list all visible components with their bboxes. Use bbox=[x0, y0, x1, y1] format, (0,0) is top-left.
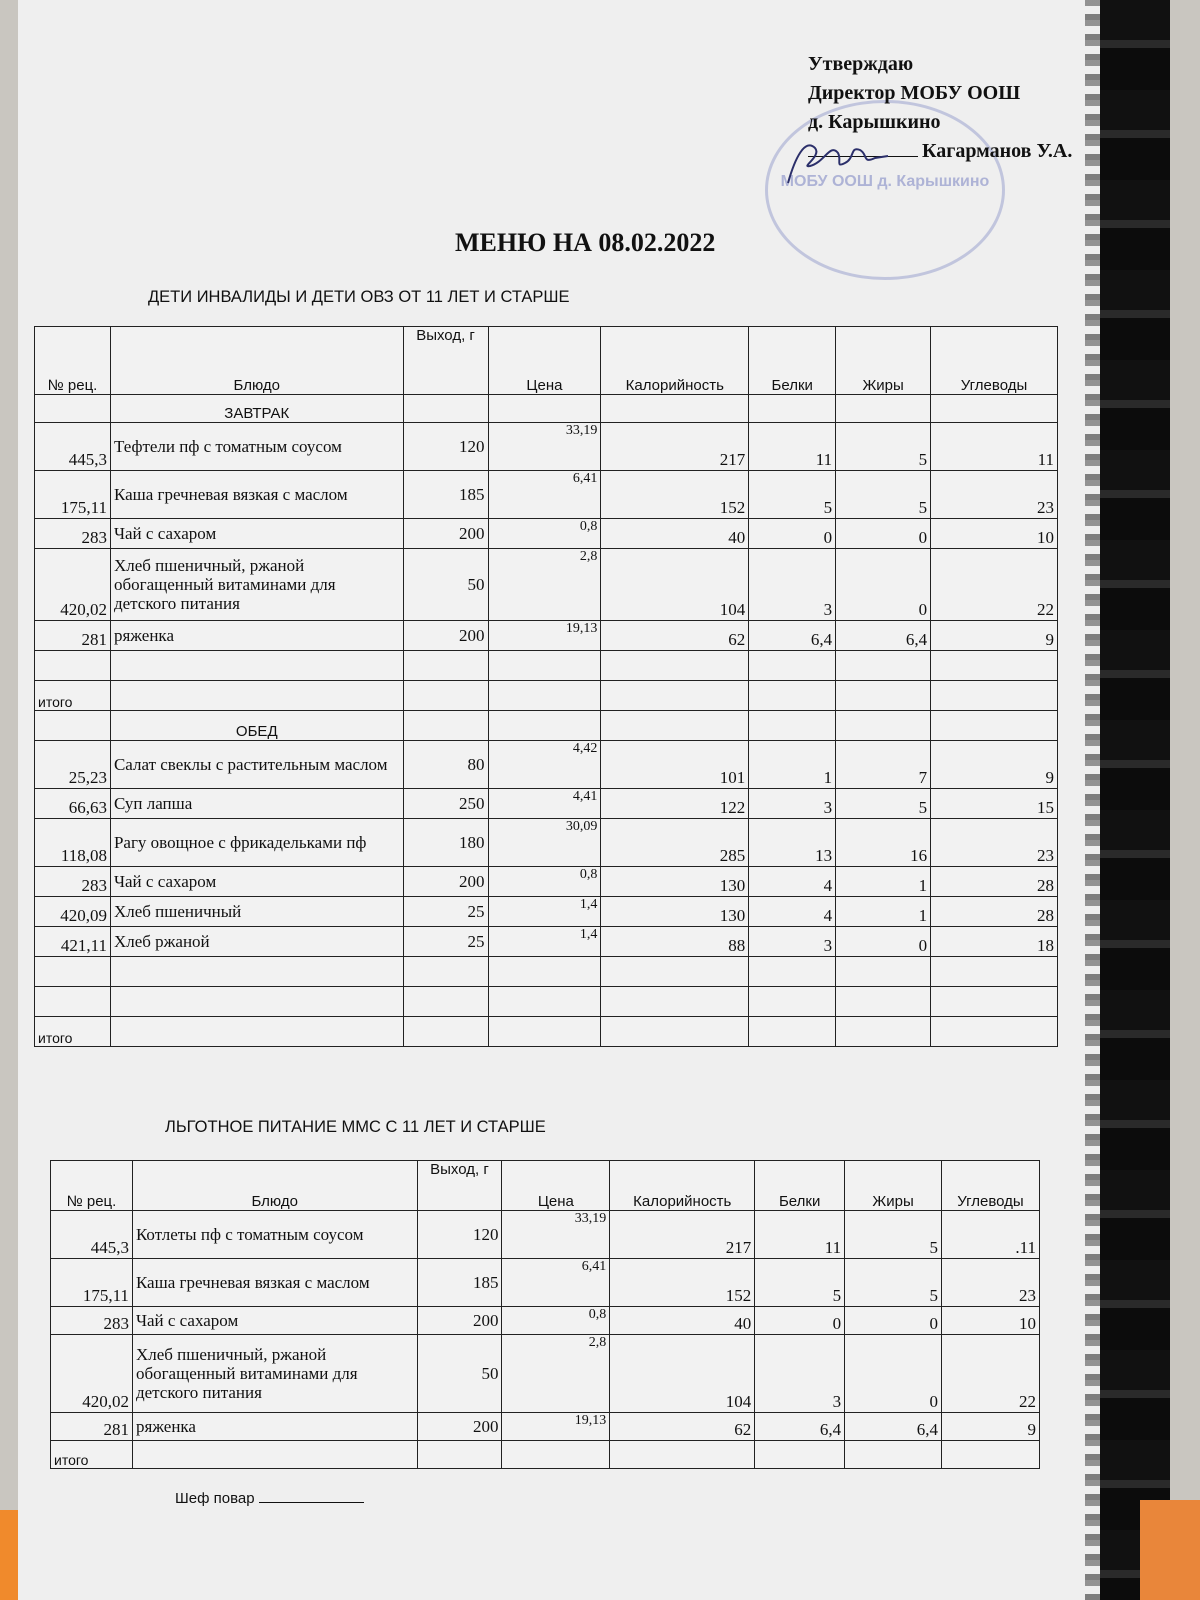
col-rec: № рец. bbox=[35, 327, 111, 395]
cell-rec: 283 bbox=[35, 867, 111, 897]
cell-yield: 250 bbox=[403, 789, 488, 819]
cell-rec: 281 bbox=[51, 1413, 133, 1441]
empty-cell bbox=[403, 395, 488, 423]
cell-kcal: 217 bbox=[610, 1211, 755, 1259]
table-row bbox=[51, 1259, 1040, 1307]
breakfast-total-label: итого bbox=[35, 681, 111, 711]
cell-yield: 200 bbox=[417, 1413, 502, 1441]
cell-carbs: 22 bbox=[931, 549, 1058, 621]
empty-cell bbox=[601, 681, 749, 711]
cell-dish: Салат свеклы с растительным маслом bbox=[110, 741, 403, 789]
cell-dish: ряженка bbox=[132, 1413, 417, 1441]
cell-price: 0,8 bbox=[502, 1307, 610, 1335]
col-carbs: Углеводы bbox=[931, 327, 1058, 395]
cell-dish: Хлеб ржаной bbox=[110, 927, 403, 957]
cell-carbs: 10 bbox=[942, 1307, 1040, 1335]
background-orange-left bbox=[0, 1510, 18, 1600]
table-row bbox=[35, 867, 1058, 897]
cell-fat: 5 bbox=[836, 423, 931, 471]
cell-fat: 7 bbox=[836, 741, 931, 789]
chef-blank bbox=[259, 1502, 364, 1503]
stamp-text: МОБУ ООШ д. Карышкино bbox=[780, 173, 990, 190]
handwritten-signature bbox=[780, 128, 890, 188]
empty-cell bbox=[601, 987, 749, 1017]
col-protein: Белки bbox=[755, 1161, 845, 1211]
col-yield: Выход, г bbox=[403, 327, 488, 395]
cell-yield: 25 bbox=[403, 897, 488, 927]
menu-table-ovz bbox=[34, 326, 1058, 1047]
cell-price: 33,19 bbox=[488, 423, 601, 471]
breakfast-section-label: ЗАВТРАК bbox=[110, 395, 403, 423]
cell-protein: 3 bbox=[749, 549, 836, 621]
empty-cell bbox=[931, 395, 1058, 423]
cell-rec: 281 bbox=[35, 621, 111, 651]
empty-cell bbox=[749, 1017, 836, 1047]
cell-kcal: 285 bbox=[601, 819, 749, 867]
cell-price: 33,19 bbox=[502, 1211, 610, 1259]
empty-cell bbox=[35, 711, 111, 741]
cell-fat: 0 bbox=[845, 1307, 942, 1335]
empty-cell bbox=[836, 711, 931, 741]
cell-protein: 4 bbox=[749, 897, 836, 927]
cell-protein: 4 bbox=[749, 867, 836, 897]
cell-dish: Хлеб пшеничный, ржаной обогащенный витаминами для детского питания bbox=[110, 549, 403, 621]
table-row bbox=[35, 549, 1058, 621]
empty-row bbox=[35, 651, 1058, 681]
table-row bbox=[35, 741, 1058, 789]
empty-cell bbox=[610, 1441, 755, 1469]
cell-fat: 0 bbox=[836, 519, 931, 549]
cell-price: 19,13 bbox=[488, 621, 601, 651]
cell-carbs: 23 bbox=[931, 819, 1058, 867]
cell-yield: 180 bbox=[403, 819, 488, 867]
empty-cell bbox=[601, 651, 749, 681]
cell-protein: 5 bbox=[755, 1259, 845, 1307]
empty-cell bbox=[403, 987, 488, 1017]
cell-fat: 1 bbox=[836, 897, 931, 927]
cell-protein: 13 bbox=[749, 819, 836, 867]
chef-label: Шеф повар bbox=[175, 1490, 255, 1507]
empty-cell bbox=[931, 987, 1058, 1017]
cell-yield: 185 bbox=[417, 1259, 502, 1307]
cell-rec: 283 bbox=[51, 1307, 133, 1335]
empty-cell bbox=[132, 1441, 417, 1469]
empty-cell bbox=[749, 711, 836, 741]
cell-rec: 421,11 bbox=[35, 927, 111, 957]
empty-cell bbox=[836, 681, 931, 711]
section2-heading: ЛЬГОТНОЕ ПИТАНИЕ ММС С 11 ЛЕТ И СТАРШЕ bbox=[165, 1118, 546, 1136]
cell-dish: Рагу овощное с фрикадельками пф bbox=[110, 819, 403, 867]
cell-yield: 25 bbox=[403, 927, 488, 957]
cell-protein: 6,4 bbox=[749, 621, 836, 651]
cell-yield: 200 bbox=[403, 621, 488, 651]
cell-protein: 0 bbox=[755, 1307, 845, 1335]
cell-dish: ряженка bbox=[110, 621, 403, 651]
empty-row bbox=[35, 957, 1058, 987]
cell-kcal: 130 bbox=[601, 897, 749, 927]
cell-yield: 50 bbox=[403, 549, 488, 621]
cell-kcal: 40 bbox=[610, 1307, 755, 1335]
cell-dish: Хлеб пшеничный, ржаной обогащенный витаминами для детского питания bbox=[132, 1335, 417, 1413]
table-row bbox=[35, 927, 1058, 957]
empty-cell bbox=[110, 957, 403, 987]
cell-price: 0,8 bbox=[488, 519, 601, 549]
mms-total bbox=[51, 1441, 1040, 1469]
cell-kcal: 217 bbox=[601, 423, 749, 471]
cell-kcal: 88 bbox=[601, 927, 749, 957]
cell-price: 4,42 bbox=[488, 741, 601, 789]
lunch-total bbox=[35, 1017, 1058, 1047]
cell-price: 1,4 bbox=[488, 897, 601, 927]
table-row bbox=[51, 1413, 1040, 1441]
cell-fat: 16 bbox=[836, 819, 931, 867]
cell-carbs: 11 bbox=[931, 423, 1058, 471]
cell-carbs: 28 bbox=[931, 867, 1058, 897]
table-row bbox=[35, 423, 1058, 471]
cell-rec: 445,3 bbox=[35, 423, 111, 471]
empty-cell bbox=[488, 681, 601, 711]
cell-fat: 5 bbox=[836, 471, 931, 519]
empty-cell bbox=[942, 1441, 1040, 1469]
cell-fat: 5 bbox=[845, 1211, 942, 1259]
cell-yield: 50 bbox=[417, 1335, 502, 1413]
cell-dish: Чай с сахаром bbox=[132, 1307, 417, 1335]
empty-cell bbox=[488, 711, 601, 741]
empty-cell bbox=[488, 395, 601, 423]
cell-rec: 283 bbox=[35, 519, 111, 549]
table-row bbox=[35, 819, 1058, 867]
cell-kcal: 101 bbox=[601, 741, 749, 789]
cell-carbs: 9 bbox=[931, 741, 1058, 789]
empty-cell bbox=[601, 957, 749, 987]
cell-rec: 445,3 bbox=[51, 1211, 133, 1259]
table-row bbox=[35, 621, 1058, 651]
cell-carbs: 23 bbox=[942, 1259, 1040, 1307]
cell-protein: 3 bbox=[749, 789, 836, 819]
empty-cell bbox=[601, 711, 749, 741]
cell-fat: 6,4 bbox=[845, 1413, 942, 1441]
empty-cell bbox=[110, 651, 403, 681]
cell-yield: 185 bbox=[403, 471, 488, 519]
cell-price: 0,8 bbox=[488, 867, 601, 897]
cell-protein: 11 bbox=[749, 423, 836, 471]
cell-fat: 5 bbox=[836, 789, 931, 819]
cell-carbs: 23 bbox=[931, 471, 1058, 519]
section1-heading: ДЕТИ ИНВАЛИДЫ И ДЕТИ ОВЗ ОТ 11 ЛЕТ И СТАРШЕ bbox=[148, 288, 570, 306]
cell-dish: Чай с сахаром bbox=[110, 519, 403, 549]
empty-cell bbox=[836, 1017, 931, 1047]
cell-fat: 0 bbox=[845, 1335, 942, 1413]
cell-rec: 420,02 bbox=[51, 1335, 133, 1413]
empty-cell bbox=[601, 395, 749, 423]
table-header-row bbox=[35, 327, 1058, 395]
empty-cell bbox=[35, 957, 111, 987]
empty-cell bbox=[749, 681, 836, 711]
empty-cell bbox=[403, 651, 488, 681]
empty-cell bbox=[931, 651, 1058, 681]
lunch-section-label: ОБЕД bbox=[110, 711, 403, 741]
col-protein: Белки bbox=[749, 327, 836, 395]
cell-protein: 11 bbox=[755, 1211, 845, 1259]
col-fat: Жиры bbox=[836, 327, 931, 395]
cell-carbs: .11 bbox=[942, 1211, 1040, 1259]
mms-total-label: итого bbox=[51, 1441, 133, 1469]
table-row bbox=[35, 519, 1058, 549]
approval-director-name: Кагарманов У.А. bbox=[922, 140, 1073, 162]
cell-dish: Котлеты пф с томатным соусом bbox=[132, 1211, 417, 1259]
table-header-row bbox=[51, 1161, 1040, 1211]
cell-yield: 200 bbox=[417, 1307, 502, 1335]
table-row bbox=[35, 471, 1058, 519]
cell-fat: 0 bbox=[836, 927, 931, 957]
approval-village: д. Карышкино bbox=[808, 111, 941, 133]
chef-signature-line bbox=[175, 1490, 364, 1507]
cell-carbs: 10 bbox=[931, 519, 1058, 549]
empty-cell bbox=[755, 1441, 845, 1469]
cell-carbs: 15 bbox=[931, 789, 1058, 819]
cell-fat: 1 bbox=[836, 867, 931, 897]
table-row bbox=[51, 1307, 1040, 1335]
empty-cell bbox=[110, 987, 403, 1017]
cell-carbs: 9 bbox=[942, 1413, 1040, 1441]
empty-cell bbox=[403, 1017, 488, 1047]
toner-smear bbox=[1100, 0, 1170, 1600]
empty-cell bbox=[749, 957, 836, 987]
cell-protein: 5 bbox=[749, 471, 836, 519]
empty-cell bbox=[35, 987, 111, 1017]
col-rec: № рец. bbox=[51, 1161, 133, 1211]
cell-price: 30,09 bbox=[488, 819, 601, 867]
empty-cell bbox=[749, 987, 836, 1017]
cell-price: 1,4 bbox=[488, 927, 601, 957]
empty-cell bbox=[601, 1017, 749, 1047]
empty-cell bbox=[35, 651, 111, 681]
cell-yield: 120 bbox=[417, 1211, 502, 1259]
cell-kcal: 152 bbox=[601, 471, 749, 519]
col-dish: Блюдо bbox=[132, 1161, 417, 1211]
cell-dish: Чай с сахаром bbox=[110, 867, 403, 897]
cell-protein: 1 bbox=[749, 741, 836, 789]
cell-rec: 66,63 bbox=[35, 789, 111, 819]
lunch-total-label: итого bbox=[35, 1017, 111, 1047]
cell-kcal: 122 bbox=[601, 789, 749, 819]
col-price: Цена bbox=[488, 327, 601, 395]
cell-carbs: 28 bbox=[931, 897, 1058, 927]
cell-rec: 118,08 bbox=[35, 819, 111, 867]
cell-protein: 6,4 bbox=[755, 1413, 845, 1441]
cell-rec: 175,11 bbox=[51, 1259, 133, 1307]
empty-cell bbox=[488, 987, 601, 1017]
col-dish: Блюдо bbox=[110, 327, 403, 395]
table-row bbox=[35, 789, 1058, 819]
empty-cell bbox=[403, 711, 488, 741]
cell-price: 2,8 bbox=[502, 1335, 610, 1413]
cell-carbs: 22 bbox=[942, 1335, 1040, 1413]
col-fat: Жиры bbox=[845, 1161, 942, 1211]
approval-word: Утверждаю bbox=[808, 53, 914, 75]
cell-protein: 3 bbox=[749, 927, 836, 957]
cell-fat: 6,4 bbox=[836, 621, 931, 651]
cell-kcal: 152 bbox=[610, 1259, 755, 1307]
cell-price: 2,8 bbox=[488, 549, 601, 621]
cell-kcal: 130 bbox=[601, 867, 749, 897]
cell-price: 4,41 bbox=[488, 789, 601, 819]
cell-dish: Каша гречневая вязкая с маслом bbox=[132, 1259, 417, 1307]
cell-kcal: 104 bbox=[610, 1335, 755, 1413]
empty-cell bbox=[836, 957, 931, 987]
cell-dish: Каша гречневая вязкая с маслом bbox=[110, 471, 403, 519]
empty-cell bbox=[488, 1017, 601, 1047]
col-price: Цена bbox=[502, 1161, 610, 1211]
table-row bbox=[51, 1211, 1040, 1259]
menu-title: МЕНЮ НА 08.02.2022 bbox=[455, 228, 716, 257]
empty-cell bbox=[931, 711, 1058, 741]
breakfast-total bbox=[35, 681, 1058, 711]
empty-cell bbox=[931, 1017, 1058, 1047]
background-orange-right bbox=[1140, 1500, 1200, 1600]
empty-cell bbox=[749, 651, 836, 681]
cell-rec: 25,23 bbox=[35, 741, 111, 789]
cell-price: 19,13 bbox=[502, 1413, 610, 1441]
cell-price: 6,41 bbox=[502, 1259, 610, 1307]
approval-position: Директор МОБУ ООШ bbox=[808, 82, 1021, 104]
cell-yield: 200 bbox=[403, 867, 488, 897]
empty-cell bbox=[836, 651, 931, 681]
cell-carbs: 18 bbox=[931, 927, 1058, 957]
lunch-section bbox=[35, 711, 1058, 741]
cell-carbs: 9 bbox=[931, 621, 1058, 651]
cell-kcal: 104 bbox=[601, 549, 749, 621]
empty-cell bbox=[845, 1441, 942, 1469]
cell-rec: 420,02 bbox=[35, 549, 111, 621]
empty-cell bbox=[35, 395, 111, 423]
col-kcal: Калорийность bbox=[601, 327, 749, 395]
empty-cell bbox=[502, 1441, 610, 1469]
empty-cell bbox=[488, 651, 601, 681]
empty-cell bbox=[403, 957, 488, 987]
empty-cell bbox=[110, 681, 403, 711]
empty-cell bbox=[488, 957, 601, 987]
table-row bbox=[35, 897, 1058, 927]
col-yield: Выход, г bbox=[417, 1161, 502, 1211]
col-carbs: Углеводы bbox=[942, 1161, 1040, 1211]
cell-dish: Хлеб пшеничный bbox=[110, 897, 403, 927]
empty-cell bbox=[836, 395, 931, 423]
cell-yield: 200 bbox=[403, 519, 488, 549]
table-row bbox=[51, 1335, 1040, 1413]
empty-cell bbox=[931, 681, 1058, 711]
empty-cell bbox=[403, 681, 488, 711]
cell-rec: 175,11 bbox=[35, 471, 111, 519]
cell-yield: 80 bbox=[403, 741, 488, 789]
col-kcal: Калорийность bbox=[610, 1161, 755, 1211]
cell-dish: Тефтели пф с томатным соусом bbox=[110, 423, 403, 471]
empty-cell bbox=[417, 1441, 502, 1469]
empty-cell bbox=[110, 1017, 403, 1047]
cell-fat: 0 bbox=[836, 549, 931, 621]
cell-kcal: 62 bbox=[601, 621, 749, 651]
cell-fat: 5 bbox=[845, 1259, 942, 1307]
cell-rec: 420,09 bbox=[35, 897, 111, 927]
empty-cell bbox=[836, 987, 931, 1017]
cell-price: 6,41 bbox=[488, 471, 601, 519]
empty-row bbox=[35, 987, 1058, 1017]
cell-dish: Суп лапша bbox=[110, 789, 403, 819]
cell-protein: 3 bbox=[755, 1335, 845, 1413]
empty-cell bbox=[931, 957, 1058, 987]
cell-protein: 0 bbox=[749, 519, 836, 549]
cell-yield: 120 bbox=[403, 423, 488, 471]
cell-kcal: 62 bbox=[610, 1413, 755, 1441]
breakfast-section bbox=[35, 395, 1058, 423]
cell-kcal: 40 bbox=[601, 519, 749, 549]
empty-cell bbox=[749, 395, 836, 423]
menu-table-mms bbox=[50, 1160, 1040, 1469]
